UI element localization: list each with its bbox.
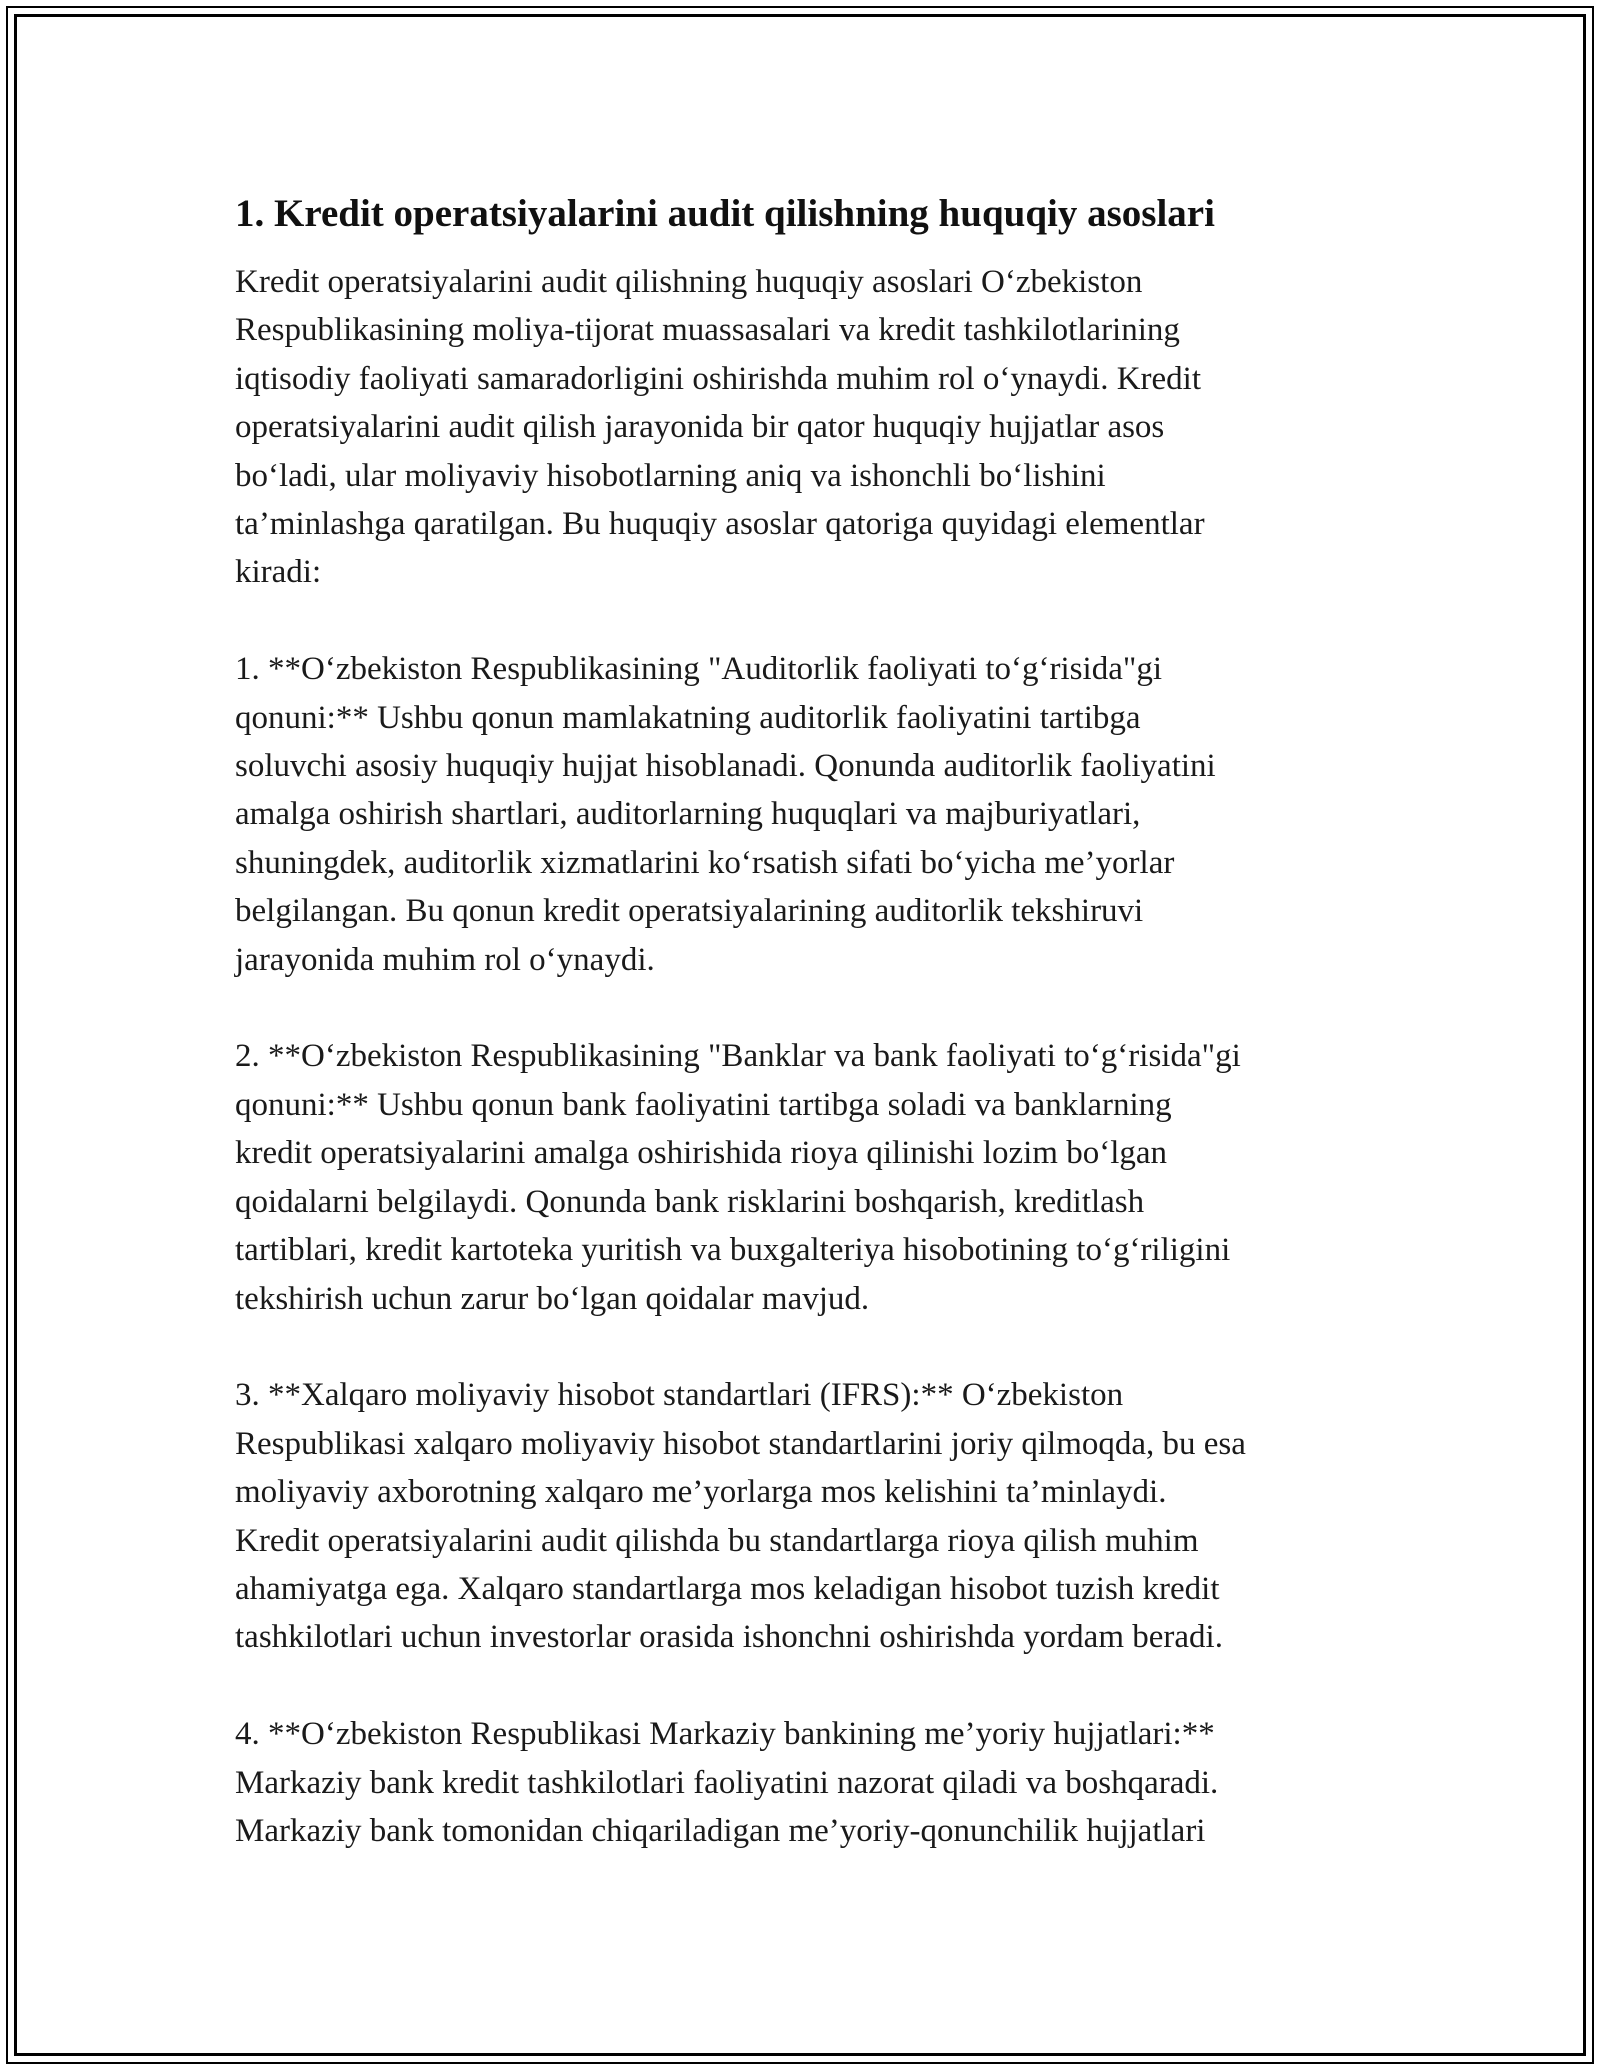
list-item-ifrs: 3. **Xalqaro moliyaviy hisobot standartlari (IFRS):** O‘zbekiston Respublikasi xalqaro moliyaviy hisobot standartlarini joriy qilmoqda, bu esa moliyaviy axborotning xalqaro me’yorlarga mos kelishini ta’minlaydi. Kredit operatsiyalarini audit qilishda bu standartlarga rioya qilish muhim ahamiyatga ega. Xalqaro standartlarga mos keladigan hisobot tuzish kredit tashkilotlari uchun investorlar orasida ishonchni oshirishda yordam beradi. — [235, 1377, 1246, 1656]
list-item-central-bank: 4. **O‘zbekiston Respublikasi Markaziy bankining me’yoriy hujjatlari:** Markaziy bank kredit tashkilotlari faoliyatini nazorat qiladi va boshqaradi. Markaziy bank tomonidan chiqariladigan me’yoriy-qonunchilik hujjatlari — [235, 1716, 1219, 1849]
intro-paragraph: Kredit operatsiyalarini audit qilishning huquqiy asoslari O‘zbekiston Respublikasining moliya-tijorat muassasalari va kredit tashkilotlarining iqtisodiy faoliyati samaradorligini oshirishda muhim rol o‘ynaydi. Kredit operatsiyalarini audit qilish jarayonida bir qator huquqiy hujjatlar asos bo‘ladi, ular moliyaviy hisobotlarning aniq va ishonchli bo‘lishini ta’minlashga qaratilgan. Bu huquqiy asoslar qatoriga quyidagi elementlar kiradi: — [235, 264, 1205, 591]
list-item-banking-law: 2. **O‘zbekiston Respublikasining "Banklar va bank faoliyati to‘g‘risida"gi qonuni:** Ushbu qonun bank faoliyatini tartibga soladi va banklarning kredit operatsiyalarini amalga oshirishida rioya qilinishi lozim bo‘lgan qoidalarni belgilaydi. Qonunda bank risklarini boshqarish, kreditlash tartiblari, kredit kartoteka yuritish va buxgalteriya hisobotining to‘g‘riligini tekshirish uchun zarur bo‘lgan qoidalar mavjud. — [235, 1038, 1241, 1317]
document-body — [235, 188, 1385, 1855]
list-item-auditing-law: 1. **O‘zbekiston Respublikasining "Auditorlik faoliyati to‘g‘risida"gi qonuni:** Ushbu qonun mamlakatning auditorlik faoliyatini tartibga soluvchi asosiy huquqiy hujjat hisoblanadi. Qonunda auditorlik faoliyatini amalga oshirish shartlari, auditorlarning huquqlari va majburiyatlari, shuningdek, auditorlik xizmatlarini ko‘rsatish sifati bo‘yicha me’yorlar belgilangan. Bu qonun kredit operatsiyalarining auditorlik tekshiruvi jarayonida muhim rol o‘ynaydi. — [235, 651, 1216, 978]
section-heading: 1. Kredit operatsiyalarini audit qilishning huquqiy asoslari — [235, 192, 1215, 235]
